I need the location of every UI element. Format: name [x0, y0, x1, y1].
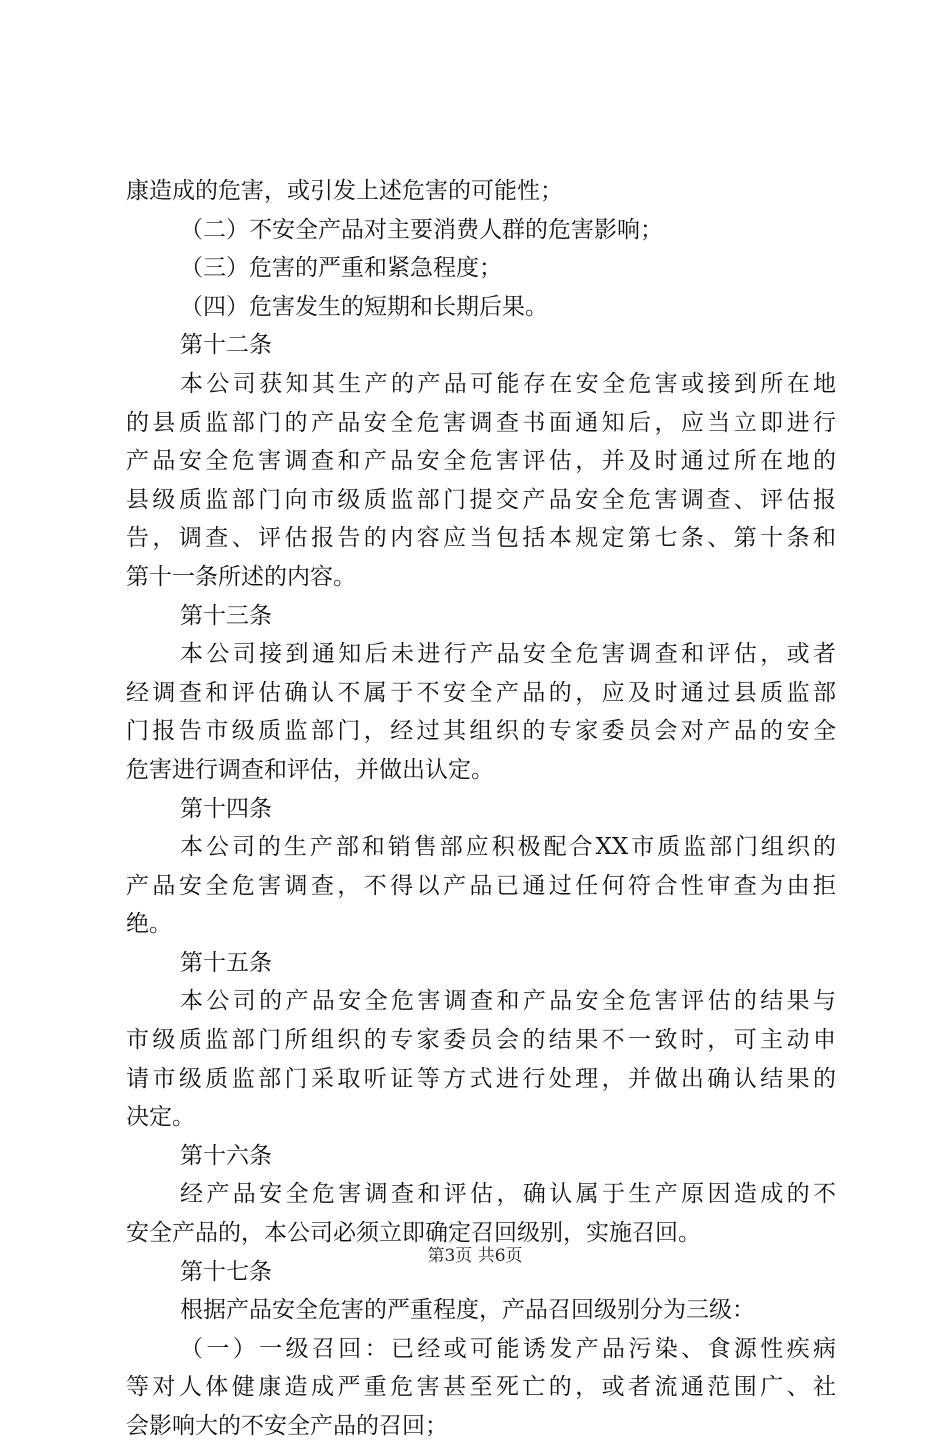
text-line: 本公司获知其生产的产品可能存在安全危害或接到所在地 — [180, 370, 836, 397]
text-line: 告，调查、评估报告的内容应当包括本规定第七条、第十条和 — [126, 525, 836, 552]
text-line: 经调查和评估确认不属于不安全产品的，应及时通过县质监部 — [126, 679, 836, 706]
text-line: 请市级质监部门采取听证等方式进行处理，并做出确认结果的 — [126, 1065, 836, 1092]
text-line: 危害进行调查和评估，并做出认定。 — [126, 756, 494, 783]
text-line: 安全产品的，本公司必须立即确定召回级别，实施召回。 — [126, 1220, 701, 1247]
text-line: 第十六条 — [180, 1142, 272, 1169]
page-number-footer: 第3页 共6页 — [427, 1246, 523, 1266]
text-line: 第十七条 — [180, 1258, 272, 1285]
text-line: 第十四条 — [180, 795, 272, 822]
text-line: 产品安全危害调查和产品安全危害评估，并及时通过所在地的 — [126, 448, 836, 475]
text-line: 根据产品安全危害的严重程度，产品召回级别分为三级： — [180, 1297, 755, 1324]
text-line: 市级质监部门所组织的专家委员会的结果不一致时，可主动申 — [126, 1027, 836, 1054]
text-line: 的县质监部门的产品安全危害调查书面通知后，应当立即进行 — [126, 409, 836, 436]
text-line: 决定。 — [126, 1104, 195, 1131]
text-line: 门报告市级质监部门，经过其组织的专家委员会对产品的安全 — [126, 718, 836, 745]
text-line: 会影响大的不安全产品的召回； — [126, 1413, 448, 1439]
text-line: 康造成的危害，或引发上述危害的可能性； — [126, 178, 563, 204]
text-line: 产品安全危害调查，不得以产品已通过任何符合性审查为由拒 — [126, 872, 836, 899]
text-line: （一）一级召回：已经或可能诱发产品污染、食源性疾病 — [180, 1335, 836, 1362]
text-line: 绝。 — [126, 911, 172, 938]
text-line: 县级质监部门向市级质监部门提交产品安全危害调查、评估报 — [126, 486, 836, 513]
text-line: 本公司接到通知后未进行产品安全危害调查和评估，或者 — [180, 641, 836, 668]
text-line: （四）危害发生的短期和长期后果。 — [180, 293, 548, 320]
text-line: 本公司的产品安全危害调查和产品安全危害评估的结果与 — [180, 988, 836, 1015]
text-line: （三）危害的严重和紧急程度； — [180, 255, 502, 282]
text-line: （二）不安全产品对主要消费人群的危害影响； — [180, 216, 663, 243]
text-line: 经产品安全危害调查和评估，确认属于生产原因造成的不 — [180, 1181, 836, 1208]
text-line: 第十一条所述的内容。 — [126, 563, 356, 590]
text-line: 第十三条 — [180, 602, 272, 629]
text-line: 等对人体健康造成严重危害甚至死亡的，或者流通范围广、社 — [126, 1374, 836, 1401]
text-line: 本公司的生产部和销售部应积极配合XX市质监部门组织的 — [180, 834, 836, 861]
text-line: 第十五条 — [180, 949, 272, 976]
text-line: 第十二条 — [180, 332, 272, 359]
